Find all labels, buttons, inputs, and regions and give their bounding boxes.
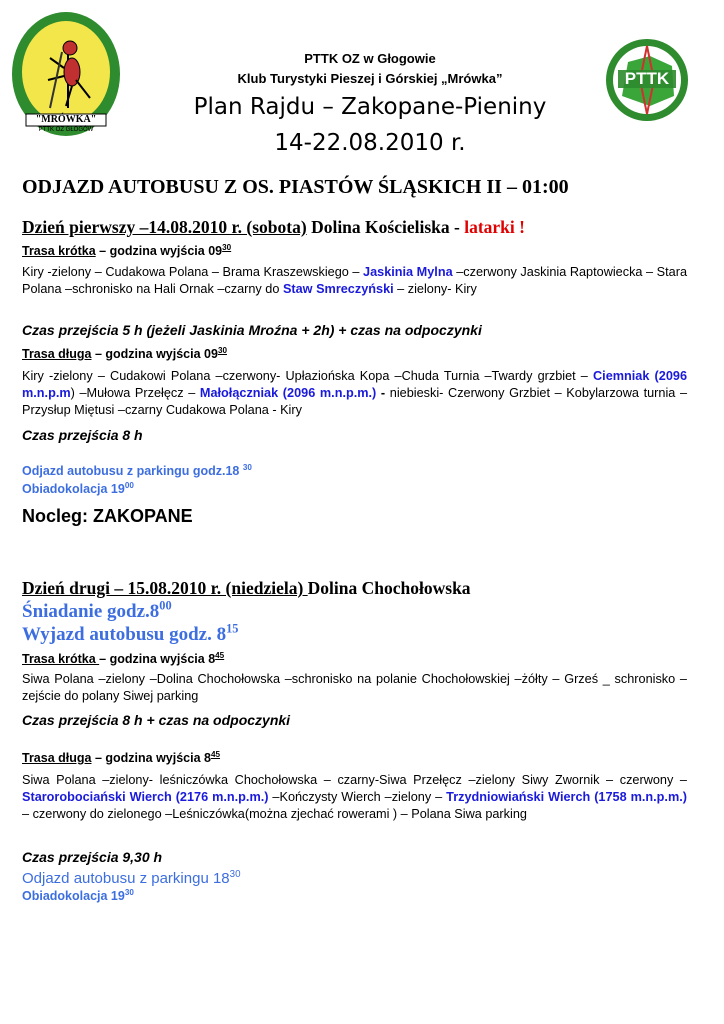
pttk-logo: [604, 36, 690, 124]
day2-long-route-text: Siwa Polana –zielony- leśniczówka Chochołowska – czarny-Siwa Przełęcz –zielony Siwy Zwornik – czerwony –Starorobociański Wierch (2176 m.n.p.m.) –Kończysty Wierch –zielony – Trzydniowiański Wierch (1758 m.n.p.m.) – czerwony do zielonego –Leśniczówka(można zjechać rowerami ) – Polana Siwa parking: [22, 773, 687, 821]
day1-short-time: Czas przejścia 5 h (jeżeli Jaskinia Mroźna + 2h) + czas na odpoczynki: [22, 322, 482, 338]
day1-long-time: Czas przejścia 8 h: [22, 427, 143, 443]
day1-long-route-text: Kiry -zielony – Cudakowi Polana –czerwony- Upłaziońska Kopa –Chuda Turnia –Twardy grzbiet – Ciemniak (2096 m.n.p.m) –Mułowa Przełęcz – Małołączniak (2096 m.n.p.m.) - niebieski- Czerwony Grzbiet – Kobylarzowa turnia – Przysłup Miętusi –czarny Cudakowa Polana - Kiry: [22, 369, 688, 417]
day2-date: Dzień drugi – 15.08.2010 r. (niedziela): [22, 578, 308, 598]
day1-note: latarki !: [464, 217, 525, 237]
day2-short-route-text: Siwa Polana –zielony –Dolina Chochołowska –schronisko na polanie Chochołowskiej –żółty – Grześ _ schronisko – zejście do polany Siwej parking: [22, 672, 687, 703]
day1-heading: [22, 217, 702, 238]
logo-badge-text: "MRÓWKA": [35, 114, 97, 125]
day2-short-route-label: Trasa krótka – godzina wyjścia $8^{45}$: [22, 650, 225, 666]
day2-long-route-label: Trasa długa – godzina wyjścia $8^{45}$: [22, 749, 221, 765]
club-name: Klub Turystyki Pieszej i Górskiej „Mrówka”: [237, 71, 503, 86]
page-title: Plan Rajdu – Zakopane-Pieniny: [193, 94, 547, 120]
day2-breakfast: Śniadanie $godz.8^{00}$: [22, 598, 172, 622]
day2-place: Dolina Chochołowska: [307, 578, 471, 598]
day1-long-route-label: Trasa długa – godzina wyjścia $09^{30}$: [22, 345, 227, 361]
day2-short-time: Czas przejścia 8 h + czas na odpoczynki: [22, 712, 291, 728]
mrowka-club-logo: [10, 10, 123, 138]
day1-short-route-text: Kiry -zielony – Cudakowa Polana – Brama Kraszewskiego – Jaskinia Mylna –czerwony Jaskinia Raptowiecka – Stara Polana –schronisko na Hali Ornak –czarny do Staw Smreczyński – zielony- Kiry: [22, 265, 687, 296]
day1-dinner: Obiadokolacja $19^{00}$: [22, 480, 134, 496]
day2-bus-departure-time: Wyjazd autobusu godz. $8^{15}$: [22, 621, 239, 645]
day1-accommodation: Nocleg: ZAKOPANE: [22, 506, 193, 526]
pttk-logo-text: PTTK: [624, 69, 670, 88]
day1-place: Dolina Kościeliska -: [306, 217, 465, 237]
day2-heading: [22, 578, 702, 599]
day2-long-time: Czas przejścia 9,30 h: [22, 849, 163, 865]
page-dates: 14-22.08.2010 r.: [274, 130, 466, 156]
day2-bus-departure: Odjazd autobusu z parkingu $18^{30}$: [22, 869, 241, 887]
departure-heading: ODJAZD AUTOBUSU Z OS. PIASTÓW ŚLĄSKICH II – 01:00: [22, 176, 569, 198]
day2-dinner: Obiadokolacja $19^{30}$: [22, 887, 134, 903]
day1-bus-departure: Odjazd autobusu z parkingu godz.18 $^{30}$: [22, 462, 252, 478]
logo-bottom-text: PTTK OZ GŁOGÓW: [38, 127, 94, 133]
day1-short-route-label: Trasa krótka – godzina wyjścia $09^{30}$: [22, 242, 232, 258]
org-name: PTTK OZ w Głogowie: [304, 51, 436, 66]
day1-date: Dzień pierwszy –14.08.2010 r. (sobota): [22, 217, 307, 237]
